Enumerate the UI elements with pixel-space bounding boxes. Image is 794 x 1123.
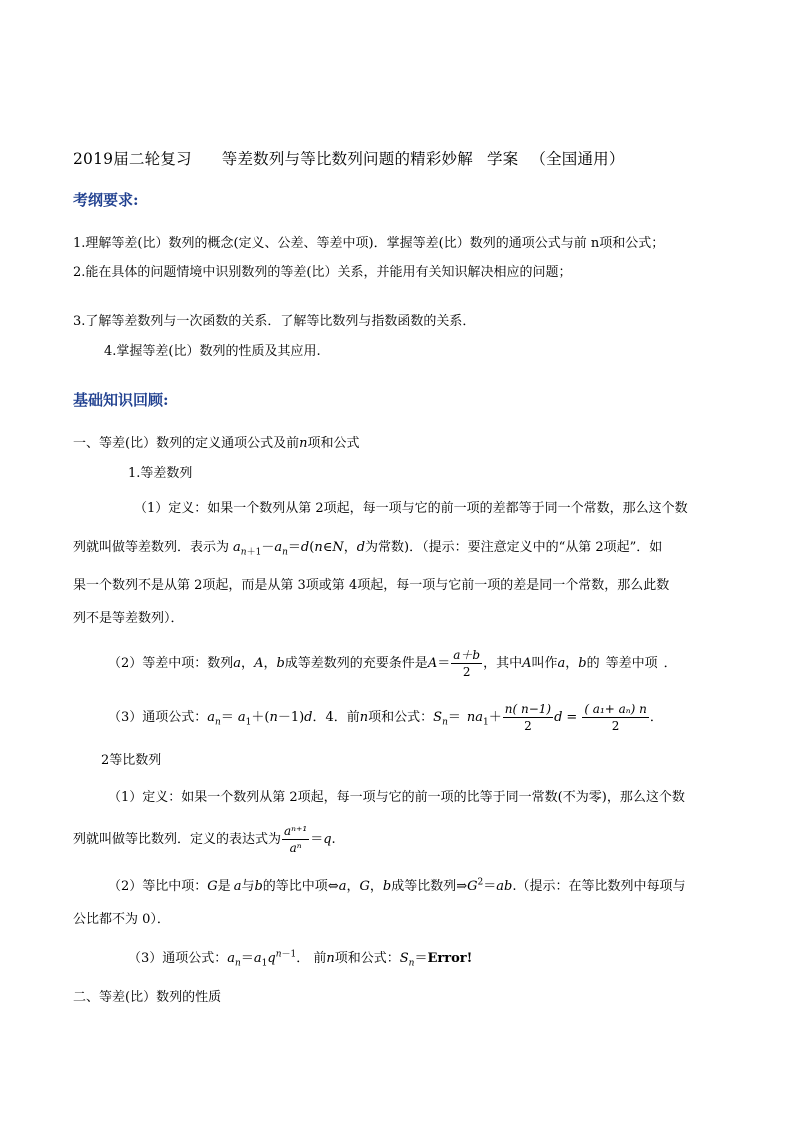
geo-def-frac-den: aⁿ bbox=[289, 841, 302, 855]
part-one-heading-n: n bbox=[299, 436, 308, 451]
arith-definition-line-2: 列就叫做等差数列．表示为 $a_{n+1}-a_n=d(n\in N$，d为常数)．（提示：要注意定义中的“从第 2项起”．如 bbox=[73, 540, 663, 558]
arith-gen-text-e: ．4．前 bbox=[312, 710, 360, 725]
arith-definition-line-3: 果一个数列不是从第 2项起，而是从第 3项或第 4项起，每一项与它前一项的差是同一个常数，那么此数 bbox=[73, 578, 670, 593]
arith-gen-end: ． bbox=[649, 710, 663, 725]
arith-def-text-e: 为常数)．（提示：要注意定义中的“从第 2项起”．如 bbox=[365, 540, 663, 555]
arith-def-paren: ( bbox=[309, 540, 315, 555]
arith-mid-text-f: ． bbox=[663, 656, 677, 671]
part-one-heading-a: 一、等差(比）数列的定义通项公式及前 bbox=[73, 436, 300, 451]
geo-def-frac-num: aⁿ⁺¹ bbox=[284, 824, 308, 838]
part-one-heading-b: 项和公式 bbox=[307, 436, 360, 451]
arith-sum-fraction-1 bbox=[503, 701, 553, 734]
arith-mid-text-d: 叫作 bbox=[531, 656, 558, 671]
title-part-4: （全国通用） bbox=[530, 150, 625, 168]
geo-def-dot: . bbox=[331, 832, 336, 847]
kaogang-item-4: 4.掌握等差(比）数列的性质及其应用. bbox=[104, 344, 321, 359]
kaogang-item-2: 2.能在具体的问题情境中识别数列的等差(比）关系，并能用有关知识解决相应的问题； bbox=[73, 265, 572, 280]
arith-mid-term-name: 等差中项 bbox=[605, 656, 658, 671]
part-one-heading bbox=[73, 435, 359, 453]
arith-gen-eq: ＝ bbox=[220, 710, 234, 725]
geo-middle-term: （2）等比中项：G是 a与b的等比中项⇔a，G，b成等比数列$\Rightarrow G^2=ab$.（提示：在等比数列中每项与 bbox=[108, 877, 686, 894]
geo-middle-term-line-2: 公比都不为 0）． bbox=[73, 912, 170, 927]
arith-definition-line-4: 列不是等差数列）． bbox=[73, 611, 184, 626]
arith-gen-eq-2: ＝ bbox=[447, 710, 461, 725]
geo-gen-eq-2: ＝ bbox=[414, 951, 428, 966]
part-two-heading: 二、等差(比）数列的性质 bbox=[73, 990, 222, 1005]
arith-middle-term: （2）等差中项：数列a，A，b成等差数列的充要条件是A＝ $\frac{a+b}{2}$ ，其中A叫作a，b的 等差中项 ． bbox=[108, 648, 677, 679]
geo-gen-text-a: （3）通项公式： bbox=[128, 951, 228, 966]
kaogang-item-3: 3.了解等差数列与一次函数的关系．了解等比数列与指数函数的关系． bbox=[73, 314, 476, 329]
arith-def-text-a: 列就叫做等差数列．表示为 bbox=[73, 540, 230, 555]
arith-sum-frac2-num: ( a₁+ aₙ) n bbox=[584, 702, 647, 716]
geo-mid-comma: ， bbox=[369, 879, 383, 894]
section-heading-jichu: 基础知识回顾: bbox=[73, 391, 169, 409]
title-part-1: 2019届二轮复习 bbox=[73, 150, 192, 168]
geo-gen-text-d: 项和公式： bbox=[334, 951, 400, 966]
kaogang-item-1: 1.理解等差(比）数列的概念(定义、公差、等差中项)．掌握等差(比）数列的通项公式与前 n项和公式； bbox=[73, 236, 665, 251]
geo-mid-text-i: .（提示：在等比数列中每项与 bbox=[512, 879, 686, 894]
arith-gen-plus: ＋( bbox=[251, 710, 270, 725]
arith-gen-text-f: 项和公式： bbox=[368, 710, 434, 725]
arith-definition-line-1: （1）定义：如果一个数列从第 2项起，每一项与它的前一项的差都等于同一个常数，那么这个数 bbox=[134, 501, 688, 516]
arith-sum-frac1-num: n( n−1) bbox=[504, 702, 552, 716]
arith-mid-text-c: ，其中 bbox=[483, 656, 523, 671]
geo-def-eq: ＝ bbox=[310, 832, 324, 847]
geo-heading: 2等比数列 bbox=[101, 753, 162, 768]
title-part-2: 等差数列与等比数列问题的精彩妙解 bbox=[221, 150, 473, 168]
arith-heading: 1.等差数列 bbox=[128, 466, 193, 481]
arith-sum-frac2-den: 2 bbox=[611, 719, 620, 733]
geo-gen-text-c: ． 前 bbox=[296, 951, 327, 966]
title-part-3: 学案 bbox=[486, 150, 519, 168]
arith-def-comma: ， bbox=[343, 540, 357, 555]
geo-mid-text-g: 成等比数列⇒ bbox=[391, 879, 468, 894]
geo-gen-eq: ＝ bbox=[240, 951, 254, 966]
geo-mid-g: G bbox=[207, 879, 218, 894]
arith-sum-eq: = bbox=[566, 710, 578, 725]
geo-def-text-a: 列就叫做等比数列．定义的表达式为 bbox=[73, 832, 282, 847]
geo-def-fraction bbox=[282, 823, 309, 856]
arith-general-formula: （3）通项公式：$a_n= a_1+(n-1)d$．4．前n项和公式：$S_n= na_1+$ $\frac{n( n-1)}{2}$ d = $\frac{\text{( a₁+ aₙ) n}}{2}$ ． bbox=[108, 702, 663, 733]
arith-gen-minus: －1) bbox=[277, 710, 305, 725]
arith-sum-fraction-2 bbox=[582, 701, 649, 734]
arith-mid-text-e: 的 bbox=[586, 656, 600, 671]
arith-gen-text-a: （3）通项公式： bbox=[108, 710, 208, 725]
document-title bbox=[73, 150, 625, 168]
geo-definition-line-2 bbox=[73, 822, 336, 858]
geo-mid-text-c: 是 bbox=[217, 879, 231, 894]
geo-def-q: q bbox=[323, 832, 332, 847]
section-heading-kaogang: 考纲要求: bbox=[73, 191, 139, 209]
geo-mid-eq: ＝ bbox=[483, 879, 497, 894]
arith-mid-frac-num: a＋b bbox=[453, 648, 481, 662]
arith-sum-frac1-den: 2 bbox=[524, 719, 532, 733]
geo-mid-text-a: （2）等比中项： bbox=[108, 879, 208, 894]
geo-general-formula: （3）通项公式：$a_n=a_1q^{n-1}$． 前n项和公式：$S_n=Error$! bbox=[128, 949, 473, 969]
geo-gen-error: Error! bbox=[427, 951, 473, 966]
geo-mid-text-e: 的等比中项⇔ bbox=[262, 879, 339, 894]
arith-def-in: ∈ bbox=[322, 540, 333, 555]
geo-mid-text-d: 与 bbox=[241, 879, 255, 894]
arith-mid-text-b: 成等差数列的充要条件是 bbox=[284, 656, 428, 671]
geo-definition-line-1: （1）定义：如果一个数列从第 2项起，每一项与它的前一项的比等于同一常数(不为零)，那么这个数 bbox=[108, 790, 685, 805]
arith-mid-frac-den: 2 bbox=[462, 665, 471, 679]
arith-mid-text-a: （2）等差中项：数列 bbox=[108, 656, 234, 671]
arith-mid-fraction bbox=[451, 647, 482, 680]
